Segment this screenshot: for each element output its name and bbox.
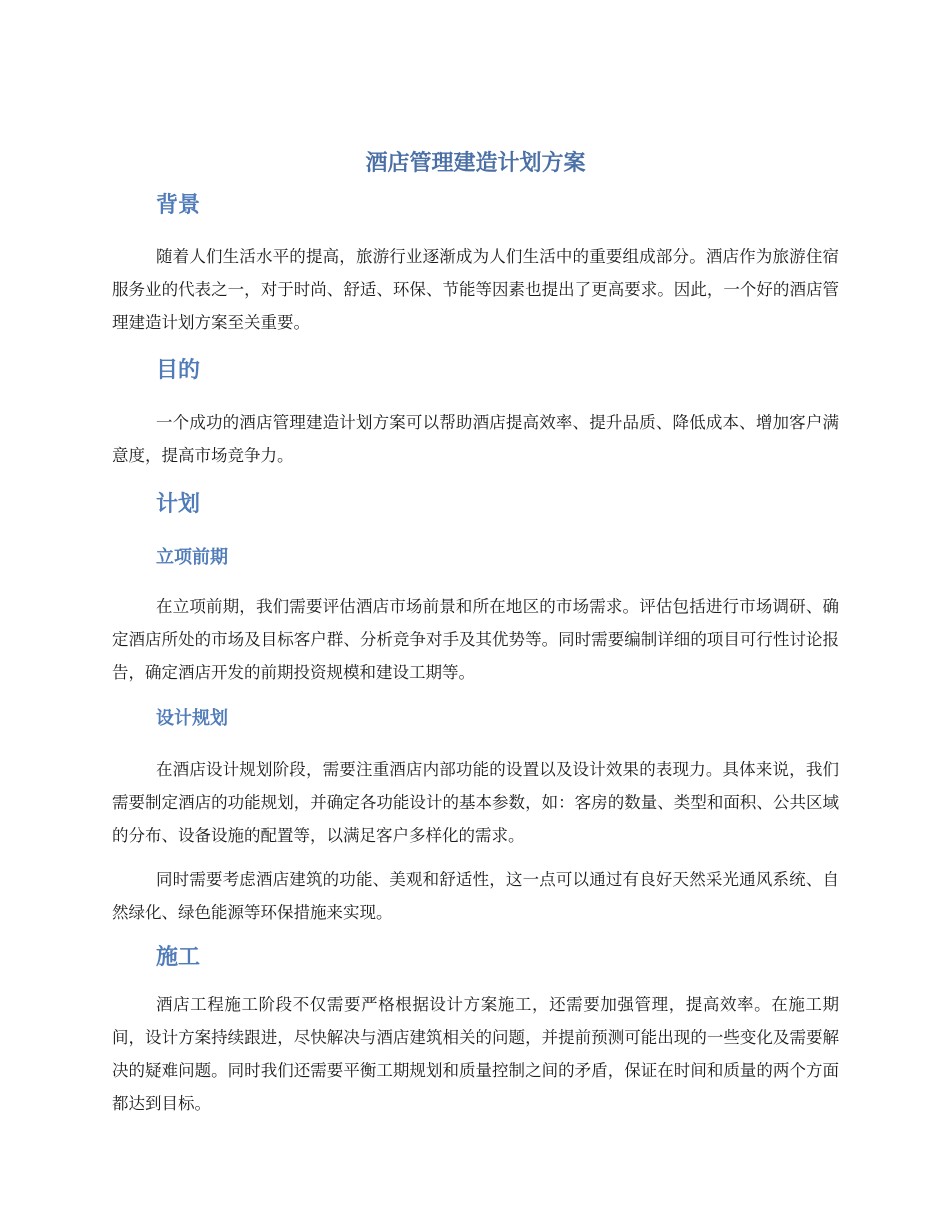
paragraph-initiation: 在立项前期，我们需要评估酒店市场前景和所在地区的市场需求。评估包括进行市场调研、确定酒店所处的市场及目标客户群、分析竞争对手及其优势等。同时需要编制详细的项目可行性讨论报告，确定酒店开发的前期投资规模和建设工期等。 (112, 597, 839, 682)
paragraph-construction: 酒店工程施工阶段不仅需要严格根据设计方案施工，还需要加强管理，提高效率。在施工期间，设计方案持续跟进，尽快解决与酒店建筑相关的问题，并提前预测可能出现的一些变化及需要解决的疑难问题。同时我们还需要平衡工期规划和质量控制之间的矛盾，保证在时间和质量的两个方面都达到目标。 (112, 995, 839, 1113)
paragraph-design-1: 在酒店设计规划阶段，需要注重酒店内部功能的设置以及设计效果的表现力。具体来说，我们需要制定酒店的功能规划，并确定各功能设计的基本参数，如：客房的数量、类型和面积、公共区域的分布、设备设施的配置等，以满足客户多样化的需求。 (112, 760, 839, 845)
heading-initiation: 立项前期 (156, 547, 228, 568)
paragraph-purpose: 一个成功的酒店管理建造计划方案可以帮助酒店提高效率、提升品质、降低成本、增加客户满意度，提高市场竞争力。 (112, 413, 839, 465)
heading-plan: 计划 (156, 492, 201, 517)
paragraph-design-2: 同时需要考虑酒店建筑的功能、美观和舒适性，这一点可以通过有良好天然采光通风系统、自然绿化、绿色能源等环保措施来实现。 (112, 870, 839, 922)
heading-construction: 施工 (156, 945, 201, 970)
heading-background: 背景 (156, 193, 201, 218)
paragraph-background: 随着人们生活水平的提高，旅游行业逐渐成为人们生活中的重要组成部分。酒店作为旅游住宿服务业的代表之一，对于时尚、舒适、环保、节能等因素也提出了更高要求。因此，一个好的酒店管理建造计划方案至关重要。 (112, 247, 839, 332)
heading-purpose: 目的 (156, 358, 201, 383)
document-title: 酒店管理建造计划方案 (365, 151, 586, 176)
heading-design: 设计规划 (156, 708, 228, 729)
